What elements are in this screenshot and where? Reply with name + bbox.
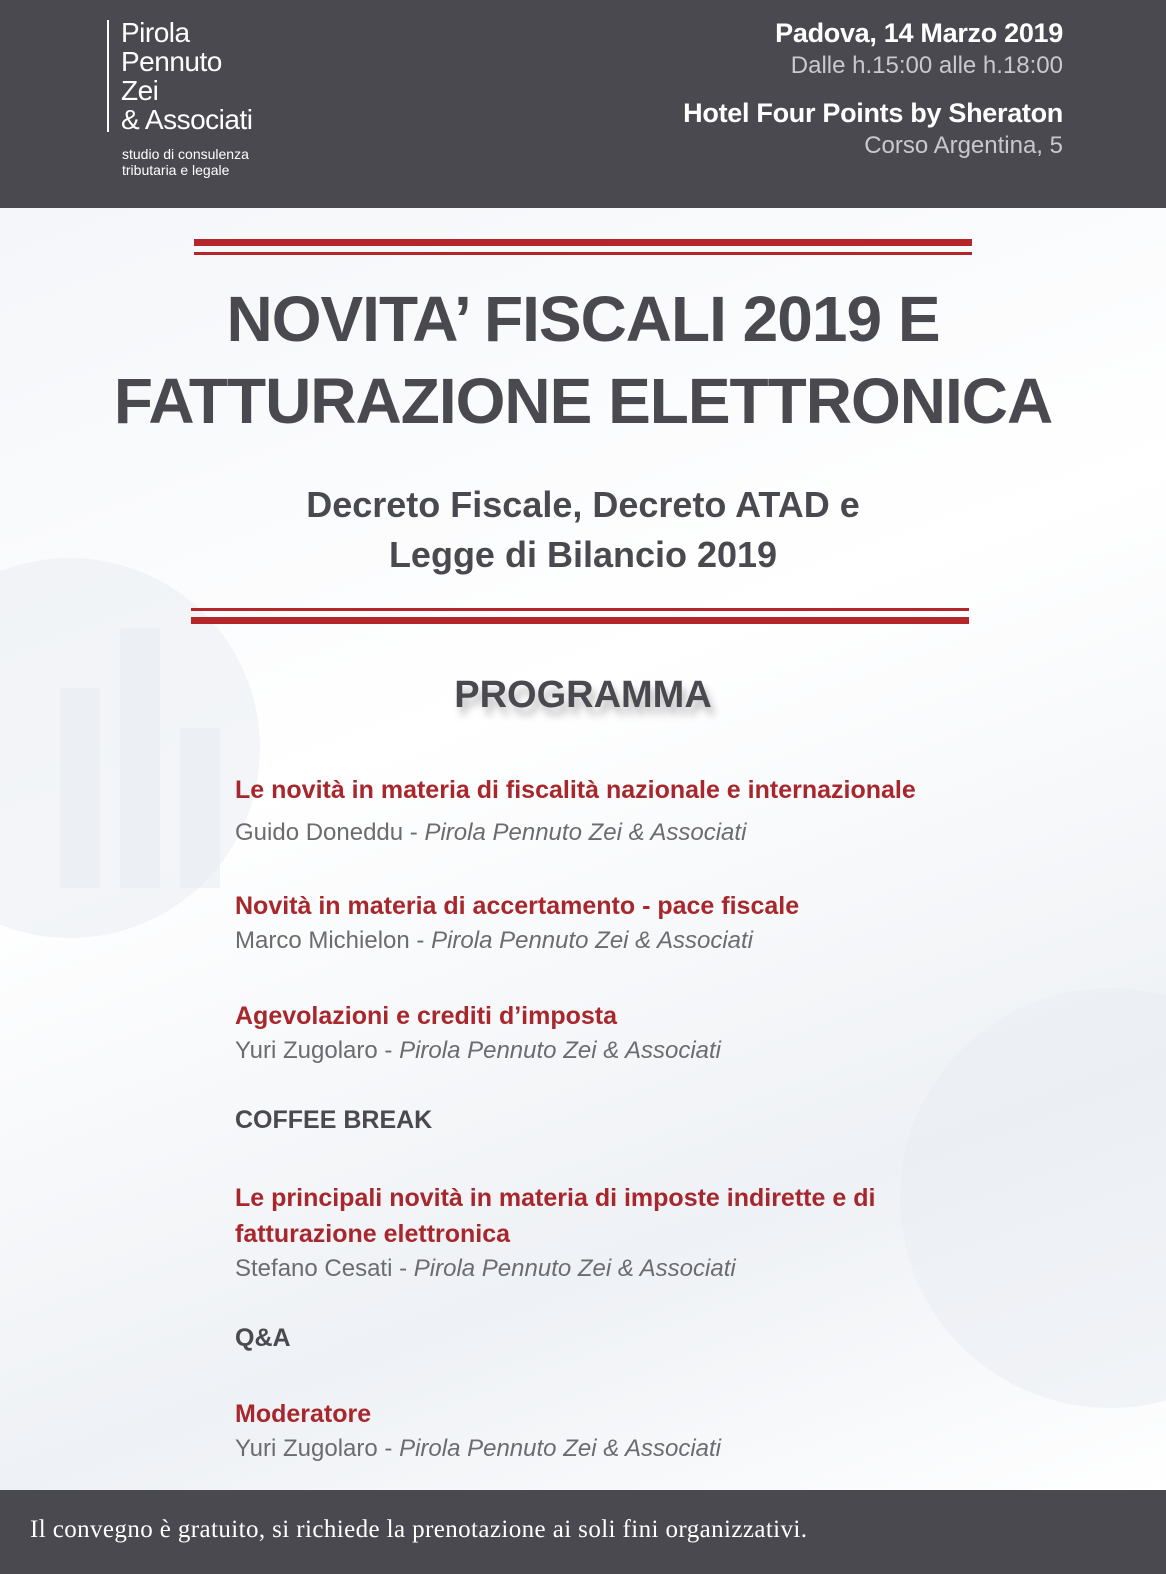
- logo-line: Pirola: [121, 17, 190, 48]
- speaker-name: Yuri Zugolaro -: [235, 1435, 400, 1462]
- speaker-name: Marco Michielon -: [235, 927, 432, 954]
- program-item: [235, 1180, 875, 1286]
- logo-line: & Associati: [121, 104, 253, 135]
- event-address: Corso Argentina, 5: [864, 132, 1063, 159]
- speaker-name: Stefano Cesati -: [235, 1255, 414, 1282]
- program-item-speaker: [235, 1252, 875, 1286]
- speaker-affiliation: Pirola Pennuto Zei & Associati: [399, 1435, 722, 1462]
- logo-line: Zei: [121, 75, 159, 106]
- program-item-title: Agevolazioni e crediti d’imposta: [235, 1002, 618, 1030]
- page-title: [0, 278, 1166, 442]
- logo-divider: [107, 20, 109, 132]
- program-item-speaker: [235, 1432, 721, 1466]
- top-rule-thin: [194, 252, 972, 255]
- program-item: [235, 1396, 721, 1466]
- program-item-title: Le novità in materia di fiscalità nazionale e internazionale: [235, 776, 916, 804]
- speaker-name: Yuri Zugolaro -: [235, 1037, 400, 1064]
- program-item-speaker: [235, 816, 916, 850]
- speaker-affiliation: Pirola Pennuto Zei & Associati: [413, 1255, 736, 1282]
- event-date: Padova, 14 Marzo 2019: [775, 18, 1063, 48]
- event-info: [683, 16, 1063, 162]
- speaker-affiliation: Pirola Pennuto Zei & Associati: [431, 927, 753, 954]
- page-subtitle: [0, 480, 1166, 580]
- program-item: [235, 772, 916, 850]
- logo-line: Pennuto: [121, 46, 222, 77]
- program-item: [235, 888, 799, 958]
- bottom-rule-thin: [191, 608, 969, 611]
- program-item: [235, 998, 721, 1068]
- speaker-affiliation: Pirola Pennuto Zei & Associati: [424, 819, 747, 846]
- program-item-title: Novità in materia di accertamento - pace fiscale: [235, 892, 800, 920]
- title-line: FATTURAZIONE ELETTRONICA: [113, 365, 1053, 437]
- subtitle-line: Legge di Bilancio 2019: [388, 534, 778, 575]
- subtitle-line: Decreto Fiscale, Decreto ATAD e: [306, 484, 860, 525]
- event-time: Dalle h.15:00 alle h.18:00: [790, 52, 1063, 79]
- event-venue: Hotel Four Points by Sheraton: [683, 98, 1063, 128]
- speaker-affiliation: Pirola Pennuto Zei & Associati: [399, 1037, 722, 1064]
- program-item-title: Moderatore: [235, 1400, 372, 1428]
- qa-label: Q&A: [235, 1324, 291, 1352]
- top-rule-thick: [194, 239, 972, 246]
- program-item-speaker: [235, 924, 799, 958]
- program-item-title: fatturazione elettronica: [235, 1220, 511, 1248]
- title-line: NOVITA’ FISCALI 2019 E: [226, 283, 940, 355]
- logo-tagline-line: studio di consulenza: [122, 146, 249, 162]
- coffee-break-label: COFFEE BREAK: [235, 1106, 433, 1134]
- header-banner: [0, 0, 1166, 208]
- speaker-name: Guido Doneddu -: [235, 819, 425, 846]
- bottom-rule-thick: [191, 617, 969, 624]
- footer-banner: [0, 1490, 1166, 1574]
- program-item-title: Le principali novità in materia di imposte indirette e di: [235, 1184, 876, 1212]
- footer-note: Il convegno è gratuito, si richiede la prenotazione ai soli fini organizzativi.: [30, 1516, 808, 1543]
- firm-logo: [121, 18, 252, 134]
- logo-tagline-line: tributaria e legale: [122, 162, 230, 178]
- program-item-speaker: [235, 1034, 721, 1068]
- logo-tagline: [122, 146, 249, 178]
- programma-heading: PROGRAMMA: [454, 674, 712, 716]
